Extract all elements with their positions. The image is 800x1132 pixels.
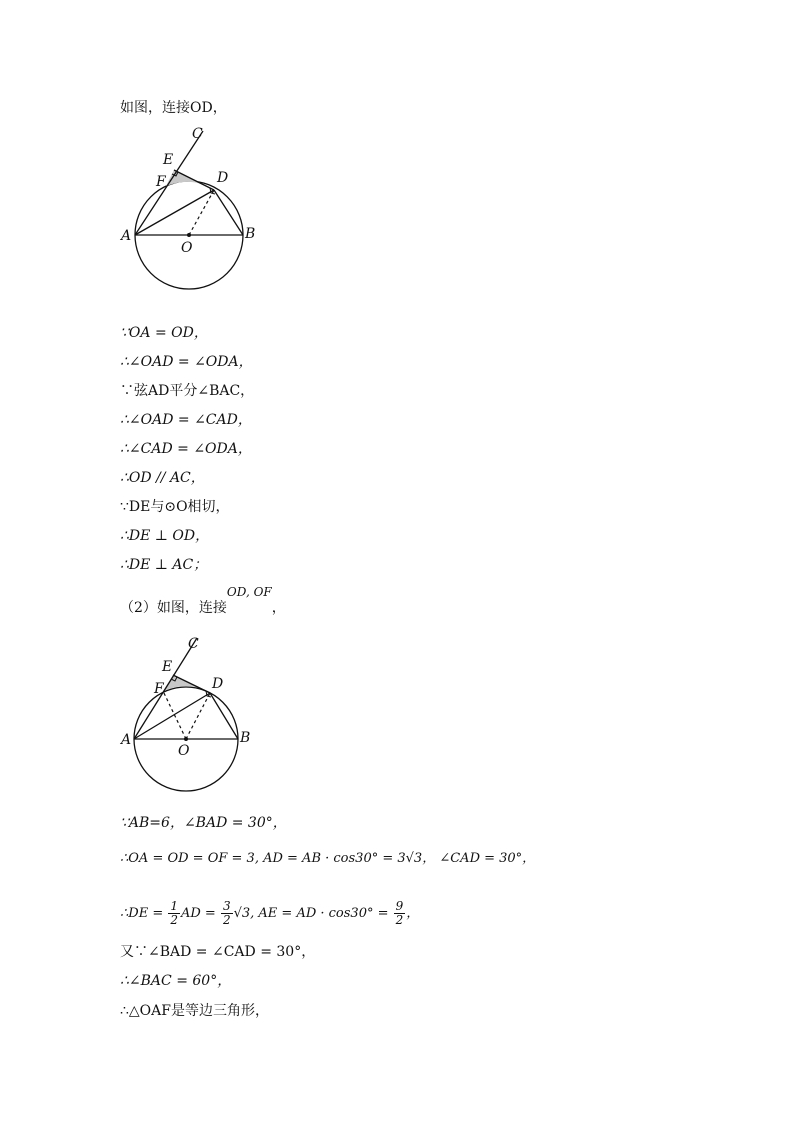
label-E-2: E: [162, 659, 173, 675]
label-O-2: O: [178, 743, 190, 759]
part2-intro: （2）如图，连接OD, OF，: [120, 585, 286, 616]
part1-line-6: ∴OD // AC，: [120, 470, 205, 486]
part1-line-4: ∴∠OAD = ∠CAD，: [120, 412, 252, 428]
fraction-3-2: $\frac{3}{2}$: [222, 899, 231, 927]
fraction-9-2: $\frac{9}{2}$: [395, 899, 404, 927]
part1-line-5: ∴∠CAD = ∠ODA，: [120, 441, 252, 457]
label-A-2: A: [121, 732, 132, 748]
part2-line-5: ∴∠BAC = 60°，: [120, 973, 232, 989]
part1-line-2: ∴∠OAD = ∠ODA，: [120, 354, 253, 370]
label-C-2: C: [188, 636, 199, 652]
part2-line-1: ∵AB=6，∠BAD = 30°，: [120, 815, 287, 831]
part1-intro: 如图，连接OD，: [120, 100, 227, 116]
part1-line-9: ∴DE ⊥ AC；: [120, 557, 208, 573]
label-D: D: [217, 170, 229, 186]
label-D-2: D: [212, 676, 224, 692]
part2-line-3: ∴DE = $\frac{1}{2}$ AD = $\frac{3}{2}$ √3, AE = AD · cos30° = $\frac{9}{2}$ ，: [120, 899, 420, 927]
geometry-figure-2: [118, 630, 278, 800]
part2-line-6: ∴△OAF是等边三角形，: [120, 1003, 269, 1019]
part1-line-8: ∴DE ⊥ OD，: [120, 528, 210, 544]
label-E: E: [163, 152, 174, 168]
label-C: C: [192, 126, 203, 142]
label-O: O: [181, 240, 193, 256]
part1-line-3: ∵弦AD平分∠BAC，: [120, 383, 255, 399]
part2-line-2: ∴OA = OD = OF = 3, AD = AB · cos30° = 3√3， ∠CAD = 30°，: [120, 851, 536, 866]
label-F: F: [156, 174, 166, 190]
label-B: B: [245, 226, 256, 242]
label-A: A: [121, 228, 132, 244]
geometry-figure-1: [118, 124, 278, 294]
label-F-2: F: [154, 681, 164, 697]
label-B-2: B: [240, 730, 251, 746]
part2-line-4: 又∵∠BAD = ∠CAD = 30°，: [120, 944, 316, 960]
fraction-1-2: $\frac{1}{2}$: [170, 899, 178, 927]
part1-line-1: ∵OA = OD，: [120, 325, 208, 341]
part1-line-7: ∵DE与⊙O相切，: [120, 499, 230, 515]
